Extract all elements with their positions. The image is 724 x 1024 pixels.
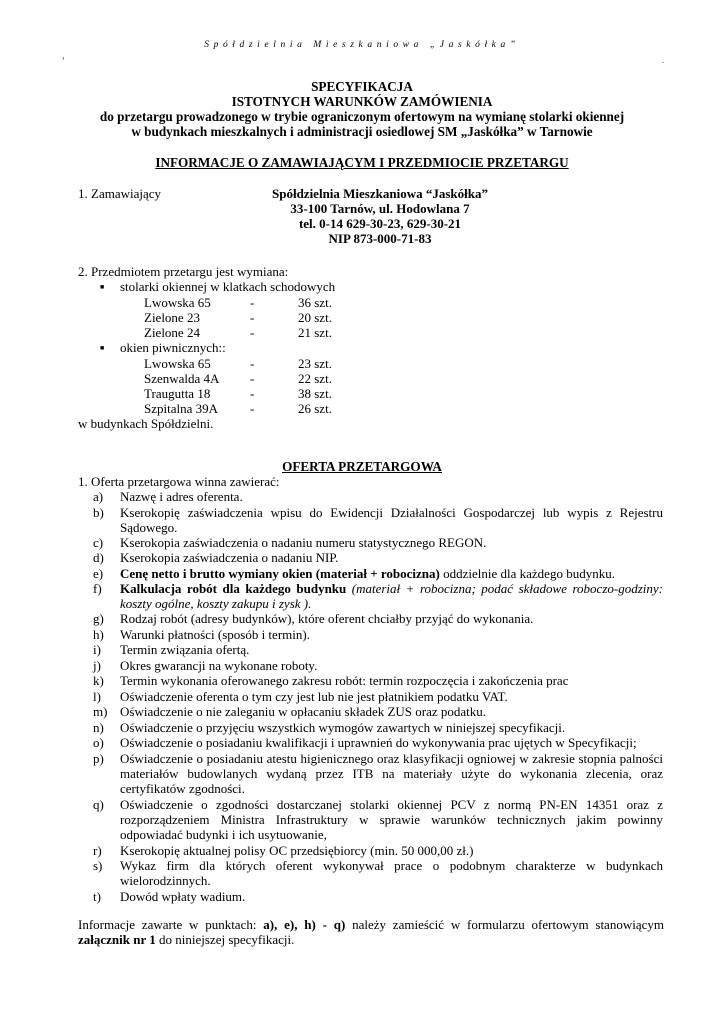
item-bold: Kalkulacja robót dla każdego budynku xyxy=(120,581,347,596)
note-text: należy zamieścić w formularzu ofertowym stanowiącym xyxy=(345,917,664,932)
list-item-dash: - xyxy=(250,325,255,340)
section-heading-offer: OFERTA PRZETARGOWA xyxy=(282,459,442,474)
offer-intro: 1. Oferta przetargowa winna zawierać: xyxy=(78,474,280,489)
title-line-4: w budynkach mieszkalnych i administracji osiedlowej SM „Jaskółka” w Tarnowie xyxy=(131,124,593,139)
list-item-qty: 38 szt. xyxy=(298,386,332,401)
header-org-line: Spółdzielnia Mieszkaniowa „Jaskółka” xyxy=(204,40,520,50)
closing-note xyxy=(78,917,664,947)
bullet-icon: ■ xyxy=(100,283,105,291)
list-item-dash: - xyxy=(250,401,255,416)
ordering-phone: tel. 0-14 629-30-23, 629-30-21 xyxy=(298,216,462,231)
list-item-qty: 26 szt. xyxy=(298,401,332,416)
item-text: Warunki płatności (sposób i termin). xyxy=(120,627,310,642)
title-line-1: SPECYFIKACJA xyxy=(311,79,413,94)
header-mark-right: . xyxy=(662,56,664,65)
ordering-address: 33-100 Tarnów, ul. Hodowlana 7 xyxy=(290,201,470,216)
list-item-place: Zielone 24 xyxy=(144,325,200,340)
list-item-dash: - xyxy=(250,371,255,386)
item-text: Termin związania ofertą. xyxy=(120,642,250,657)
ordering-name: Spółdzielnia Mieszkaniowa “Jaskółka” xyxy=(272,186,488,201)
item-letter: o) xyxy=(93,735,104,750)
item-letter: n) xyxy=(93,720,104,735)
item-text: Termin wykonania oferowanego zakresu robót: termin rozpoczęcia i zakończenia prac xyxy=(120,673,569,688)
list-item-dash: - xyxy=(250,386,255,401)
subject-closing: w budynkach Spółdzielni. xyxy=(78,416,214,431)
item-letter: q) xyxy=(93,797,104,812)
item-text: Oświadczenie o posiadaniu atestu higienicznego oraz klasyfikacji ogniowej w zakresie stopnia palności materiałów budowlanych wydaną przez ITB na materiały użyte do wykonania zlecenia, oraz certyfikatów zgodności. xyxy=(120,751,663,796)
item-text: Oświadczenie oferenta o tym czy jest lub nie jest płatnikiem podatku VAT. xyxy=(120,689,508,704)
header-mark-left: ’ xyxy=(62,56,65,65)
item-letter: h) xyxy=(93,627,104,642)
list-item-place: Szpitalna 39A xyxy=(144,401,219,416)
note-text: do niniejszej specyfikacji. xyxy=(155,932,295,947)
list-item-qty: 21 szt. xyxy=(298,325,332,340)
item-letter: j) xyxy=(93,658,101,673)
item-text: Rodzaj robót (adresy budynków), które oferent chciałby przyjąć do wykonania. xyxy=(120,611,534,626)
item-letter: l) xyxy=(93,689,101,704)
item-letter: b) xyxy=(93,505,104,520)
list-item-qty: 23 szt. xyxy=(298,356,332,371)
item-rest: oddzielnie dla każdego budynku. xyxy=(439,566,615,581)
title-line-2: ISTOTNYCH WARUNKÓW ZAMÓWIENIA xyxy=(231,94,493,109)
item-letter: a) xyxy=(93,489,104,504)
item-text: Kserokopię zaświadczenia wpisu do Ewidencji Działalności Gospodarczej lub wypis z Rejestru Sądowego. xyxy=(120,505,663,535)
item-italic: (materiał + robocizna; podać składowe roboczo-godziny: koszty ogólne, koszty zakupu i zysk ). xyxy=(120,581,663,611)
list-item-qty: 20 szt. xyxy=(298,310,332,325)
document-title xyxy=(0,79,724,139)
item-text: Oświadczenie o przyjęciu wszystkich wymogów zawartych w niniejszej specyfikacji. xyxy=(120,720,566,735)
item-text: Oświadczenie o zgodności dostarczanej stolarki okiennej PCV z normą PN-EN 14351 oraz z rozporządzeniem Ministra Infrastruktury w sprawie warunków technicznych jakim powinny odpowiadać budynki i ich usytuowanie, xyxy=(120,797,663,842)
note-text: Informacje zawarte w punktach: xyxy=(78,917,264,932)
item-letter: s) xyxy=(93,858,103,873)
list-item-place: Lwowska 65 xyxy=(144,356,211,371)
item-text xyxy=(120,581,663,611)
note-bold: załącznik nr 1 xyxy=(78,932,156,947)
subject-intro: 2. Przedmiotem przetargu jest wymiana: xyxy=(78,264,289,279)
item-text: Nazwę i adres oferenta. xyxy=(120,489,243,504)
group2-label: okien piwnicznych:: xyxy=(120,340,226,355)
item-letter: g) xyxy=(93,611,104,626)
title-line-3: do przetargu prowadzonego w trybie ograniczonym ofertowym na wymianę stolarki okiennej xyxy=(99,109,625,124)
item-text: Kserokopia zaświadczenia o nadaniu NIP. xyxy=(120,550,339,565)
bullet-icon: ■ xyxy=(100,344,105,352)
item-text: Kserokopię aktualnej polisy OC przedsiębiorcy (min. 50 000,00 zł.) xyxy=(120,843,474,858)
list-item-qty: 22 szt. xyxy=(298,371,332,386)
item-bold: Cenę netto i brutto wymiany okien (materiał + robocizna) xyxy=(120,566,440,581)
item-text: Kserokopia zaświadczenia o nadaniu numeru statystycznego REGON. xyxy=(120,535,487,550)
item-text xyxy=(120,566,663,581)
item-letter: c) xyxy=(93,535,104,550)
item-text: Dowód wpłaty wadium. xyxy=(120,889,246,904)
note-bold: a), e), h) - q) xyxy=(263,917,346,932)
list-item-dash: - xyxy=(250,295,255,310)
section-heading-info: INFORMACJE O ZAMAWIAJĄCYM I PRZEDMIOCIE PRZETARGU xyxy=(155,155,569,170)
list-item-place: Zielone 23 xyxy=(144,310,200,325)
item-letter: d) xyxy=(93,550,104,565)
item-letter: r) xyxy=(93,843,102,858)
group1-label: stolarki okiennej w klatkach schodowych xyxy=(120,279,336,294)
item-letter: i) xyxy=(93,642,101,657)
list-item-dash: - xyxy=(250,356,255,371)
item-text: Oświadczenie o posiadaniu kwalifikacji i uprawnień do wykonywania prac ujętych w Specyfikacji; xyxy=(120,735,637,750)
list-item-dash: - xyxy=(250,310,255,325)
ordering-nip: NIP 873-000-71-83 xyxy=(328,231,432,246)
item-letter: e) xyxy=(93,566,104,581)
list-item-qty: 36 szt. xyxy=(298,295,332,310)
item-text: Oświadczenie o nie zaleganiu w opłacaniu składek ZUS oraz podatku. xyxy=(120,704,487,719)
item-letter: m) xyxy=(93,704,108,719)
item-text: Okres gwarancji na wykonane roboty. xyxy=(120,658,318,673)
item-letter: p) xyxy=(93,751,104,766)
list-item-place: Szenwalda 4A xyxy=(144,371,220,386)
list-item-place: Traugutta 18 xyxy=(144,386,211,401)
ordering-label: 1. Zamawiający xyxy=(78,186,162,201)
list-item-place: Lwowska 65 xyxy=(144,295,211,310)
item-letter: t) xyxy=(93,889,101,904)
item-text: Wykaz firm dla których oferent wykonywał prace o podobnym charakterze w budynkach wielorodzinnych. xyxy=(120,858,663,888)
item-letter: k) xyxy=(93,673,104,688)
item-letter: f) xyxy=(93,581,102,596)
